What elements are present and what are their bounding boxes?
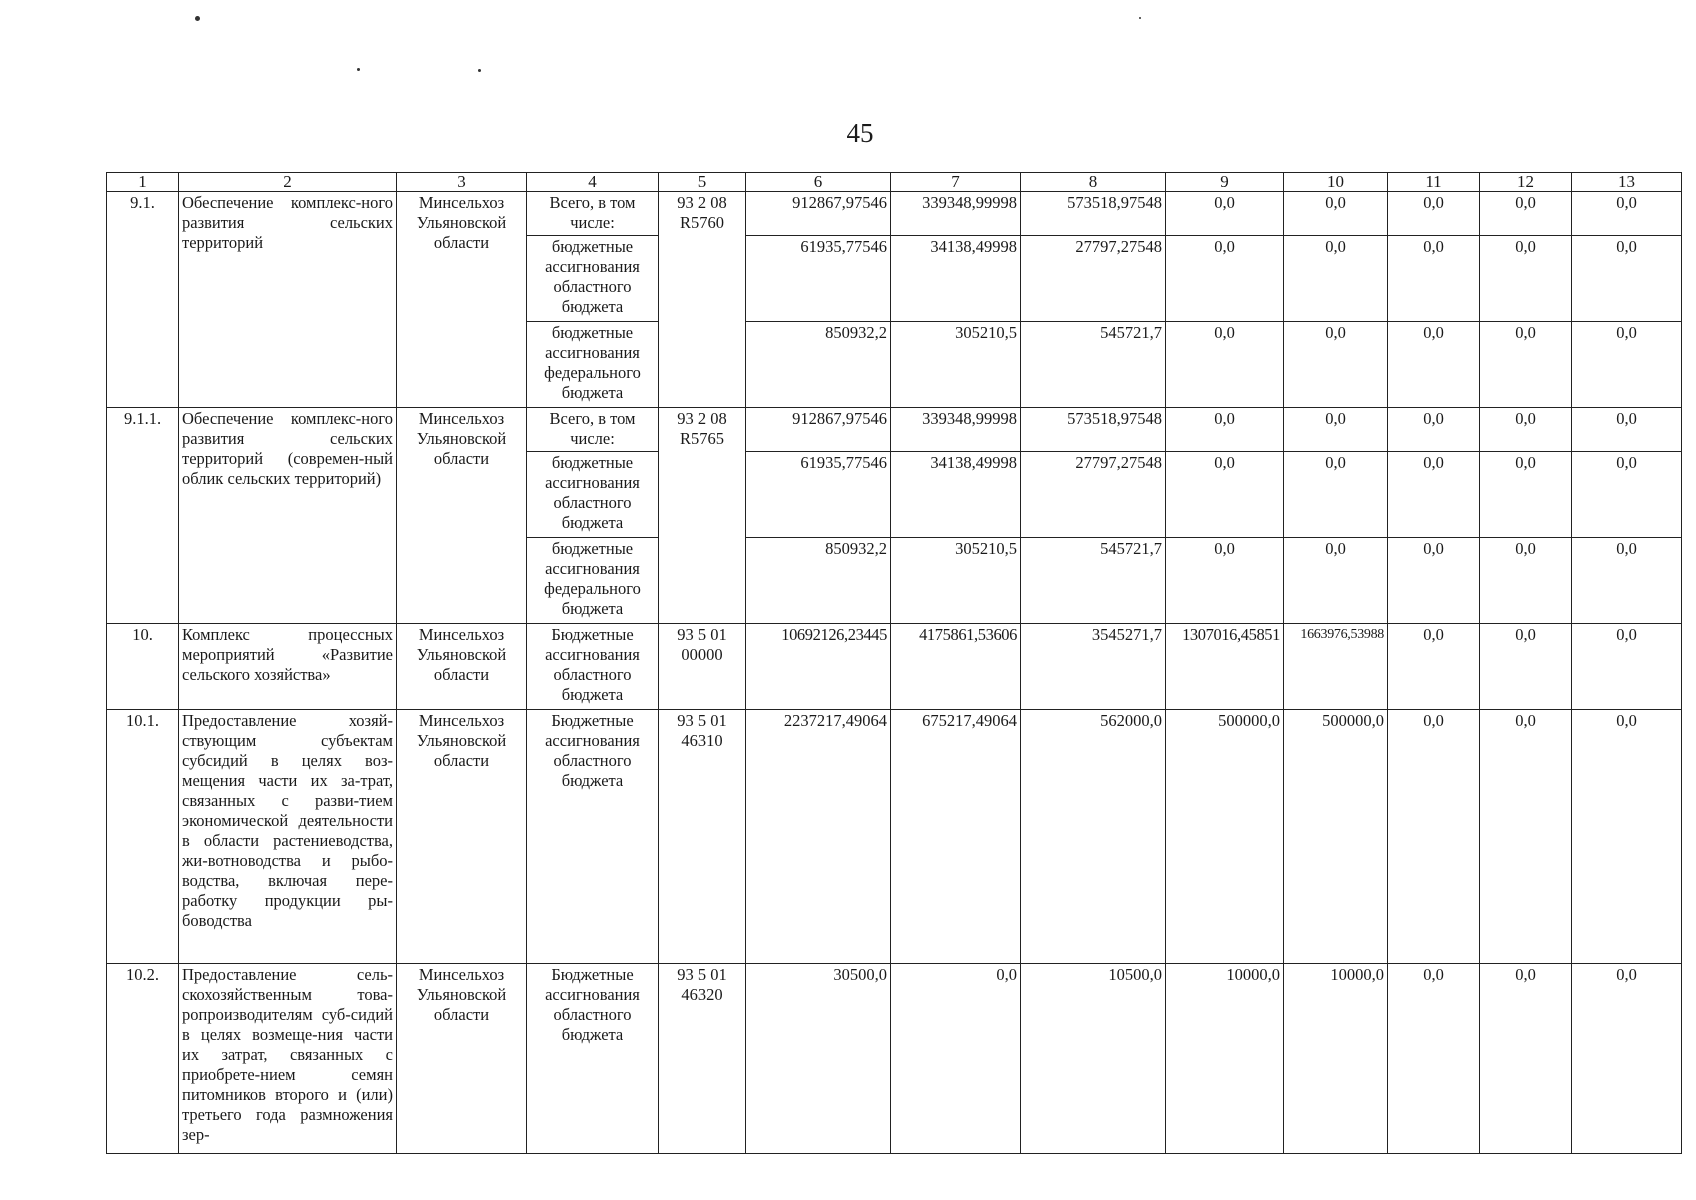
value-cell: 0,0 [1480,710,1572,964]
value-cell: 0,0 [1480,408,1572,452]
value-cell: 0,0 [1480,322,1572,408]
value-cell: 0,0 [1572,192,1682,236]
value-cell: 0,0 [1572,710,1682,964]
value-cell: 0,0 [1572,322,1682,408]
value-cell: 34138,49998 [891,452,1021,538]
value-cell: 912867,97546 [746,408,891,452]
column-number: 5 [659,173,746,192]
row-name: Обеспечение комплекс-ного развития сельских территорий (современ-ный облик сельских территорий) [179,408,397,624]
row-executor: Минсельхоз Ульяновской области [397,624,527,710]
row-id: 10.1. [107,710,179,964]
value-cell: 0,0 [1284,192,1388,236]
value-cell: 1663976,53988 [1284,624,1388,710]
table-row [107,192,1682,236]
value-cell: 0,0 [1388,236,1480,322]
row-name: Предоставление сель-скохозяйственным това-ропроизводителям суб-сидий в целях возмеще-ния части их затрат, связанных с приобрете-нием семян питомников второго и (или) третьего года размножения зер- [179,964,397,1154]
column-number: 9 [1166,173,1284,192]
column-number: 11 [1388,173,1480,192]
row-source: Всего, в том числе: [527,408,659,452]
row-executor: Минсельхоз Ульяновской области [397,192,527,408]
value-cell: 0,0 [1480,538,1572,624]
value-cell: 0,0 [1480,452,1572,538]
column-number: 13 [1572,173,1682,192]
value-cell: 0,0 [1388,408,1480,452]
row-source: бюджетные ассигнования областного бюджета [527,452,659,538]
value-cell: 0,0 [1480,192,1572,236]
table-row [107,710,1682,964]
row-name: Предоставление хозяй-ствующим субъектам субсидий в целях воз-мещения части их за-трат, связанных с разви-тием экономической деятельности в области растениеводства, жи-вотноводства и рыбо-водства, включая пере-работку продукции ры-боводства [179,710,397,964]
value-cell: 0,0 [1388,624,1480,710]
value-cell: 0,0 [1284,538,1388,624]
table-row [107,624,1682,710]
value-cell: 850932,2 [746,322,891,408]
value-cell: 0,0 [1480,964,1572,1154]
value-cell: 0,0 [1166,538,1284,624]
row-source: Бюджетные ассигнования областного бюджета [527,964,659,1154]
value-cell: 545721,7 [1021,538,1166,624]
value-cell: 0,0 [1572,624,1682,710]
value-cell: 30500,0 [746,964,891,1154]
value-cell: 0,0 [1480,236,1572,322]
value-cell: 61935,77546 [746,236,891,322]
value-cell: 0,0 [1572,408,1682,452]
row-executor: Минсельхоз Ульяновской области [397,710,527,964]
value-cell: 0,0 [1388,710,1480,964]
header-row [107,173,1682,192]
row-id: 10.2. [107,964,179,1154]
column-number: 7 [891,173,1021,192]
page-number: 45 [846,118,874,148]
value-cell: 573518,97548 [1021,192,1166,236]
value-cell: 1307016,45851 [1166,624,1284,710]
value-cell: 305210,5 [891,538,1021,624]
value-cell: 0,0 [1284,408,1388,452]
column-number: 10 [1284,173,1388,192]
value-cell: 10500,0 [1021,964,1166,1154]
scan-speck [478,69,481,72]
row-source: Бюджетные ассигнования областного бюджета [527,710,659,964]
row-id: 10. [107,624,179,710]
value-cell: 850932,2 [746,538,891,624]
row-source: бюджетные ассигнования федерального бюджета [527,538,659,624]
value-cell: 562000,0 [1021,710,1166,964]
value-cell: 0,0 [1388,538,1480,624]
value-cell: 0,0 [1166,192,1284,236]
value-cell: 0,0 [1388,192,1480,236]
value-cell: 0,0 [1388,322,1480,408]
budget-table [106,172,1682,1154]
value-cell: 339348,99998 [891,192,1021,236]
value-cell: 10000,0 [1166,964,1284,1154]
column-number: 1 [107,173,179,192]
row-name: Комплекс процессных мероприятий «Развитие сельского хозяйства» [179,624,397,710]
value-cell: 61935,77546 [746,452,891,538]
value-cell: 27797,27548 [1021,452,1166,538]
row-code: 93 5 01 46310 [659,710,746,964]
column-number: 2 [179,173,397,192]
value-cell: 0,0 [1284,452,1388,538]
value-cell: 0,0 [1388,964,1480,1154]
value-cell: 573518,97548 [1021,408,1166,452]
value-cell: 4175861,53606 [891,624,1021,710]
row-source: бюджетные ассигнования федерального бюджета [527,322,659,408]
row-source: Всего, в том числе: [527,192,659,236]
value-cell: 0,0 [1572,452,1682,538]
value-cell: 0,0 [1166,236,1284,322]
row-source: Бюджетные ассигнования областного бюджета [527,624,659,710]
column-number: 8 [1021,173,1166,192]
row-executor: Минсельхоз Ульяновской области [397,408,527,624]
row-executor: Минсельхоз Ульяновской области [397,964,527,1154]
value-cell: 10692126,23445 [746,624,891,710]
row-code: 93 5 01 00000 [659,624,746,710]
value-cell: 0,0 [1166,408,1284,452]
value-cell: 27797,27548 [1021,236,1166,322]
value-cell: 500000,0 [1166,710,1284,964]
value-cell: 675217,49064 [891,710,1021,964]
value-cell: 0,0 [1166,452,1284,538]
column-number: 3 [397,173,527,192]
row-id: 9.1. [107,192,179,408]
value-cell: 339348,99998 [891,408,1021,452]
row-code: 93 5 01 46320 [659,964,746,1154]
row-name: Обеспечение комплекс-ного развития сельских территорий [179,192,397,408]
value-cell: 0,0 [1388,452,1480,538]
value-cell: 500000,0 [1284,710,1388,964]
row-code: 93 2 08 R5765 [659,408,746,624]
value-cell: 305210,5 [891,322,1021,408]
value-cell: 0,0 [1572,538,1682,624]
table-row [107,964,1682,1154]
row-id: 9.1.1. [107,408,179,624]
row-source: бюджетные ассигнования областного бюджета [527,236,659,322]
scan-speck [1139,17,1141,19]
value-cell: 34138,49998 [891,236,1021,322]
value-cell: 0,0 [1572,964,1682,1154]
value-cell: 0,0 [1572,236,1682,322]
column-number: 6 [746,173,891,192]
value-cell: 0,0 [891,964,1021,1154]
table-row [107,408,1682,452]
value-cell: 10000,0 [1284,964,1388,1154]
value-cell: 0,0 [1480,624,1572,710]
value-cell: 545721,7 [1021,322,1166,408]
value-cell: 2237217,49064 [746,710,891,964]
column-number: 12 [1480,173,1572,192]
row-code: 93 2 08 R5760 [659,192,746,408]
scan-speck [195,16,200,21]
value-cell: 3545271,7 [1021,624,1166,710]
value-cell: 0,0 [1284,236,1388,322]
value-cell: 0,0 [1284,322,1388,408]
value-cell: 0,0 [1166,322,1284,408]
column-number: 4 [527,173,659,192]
scan-speck [357,68,360,71]
value-cell: 912867,97546 [746,192,891,236]
